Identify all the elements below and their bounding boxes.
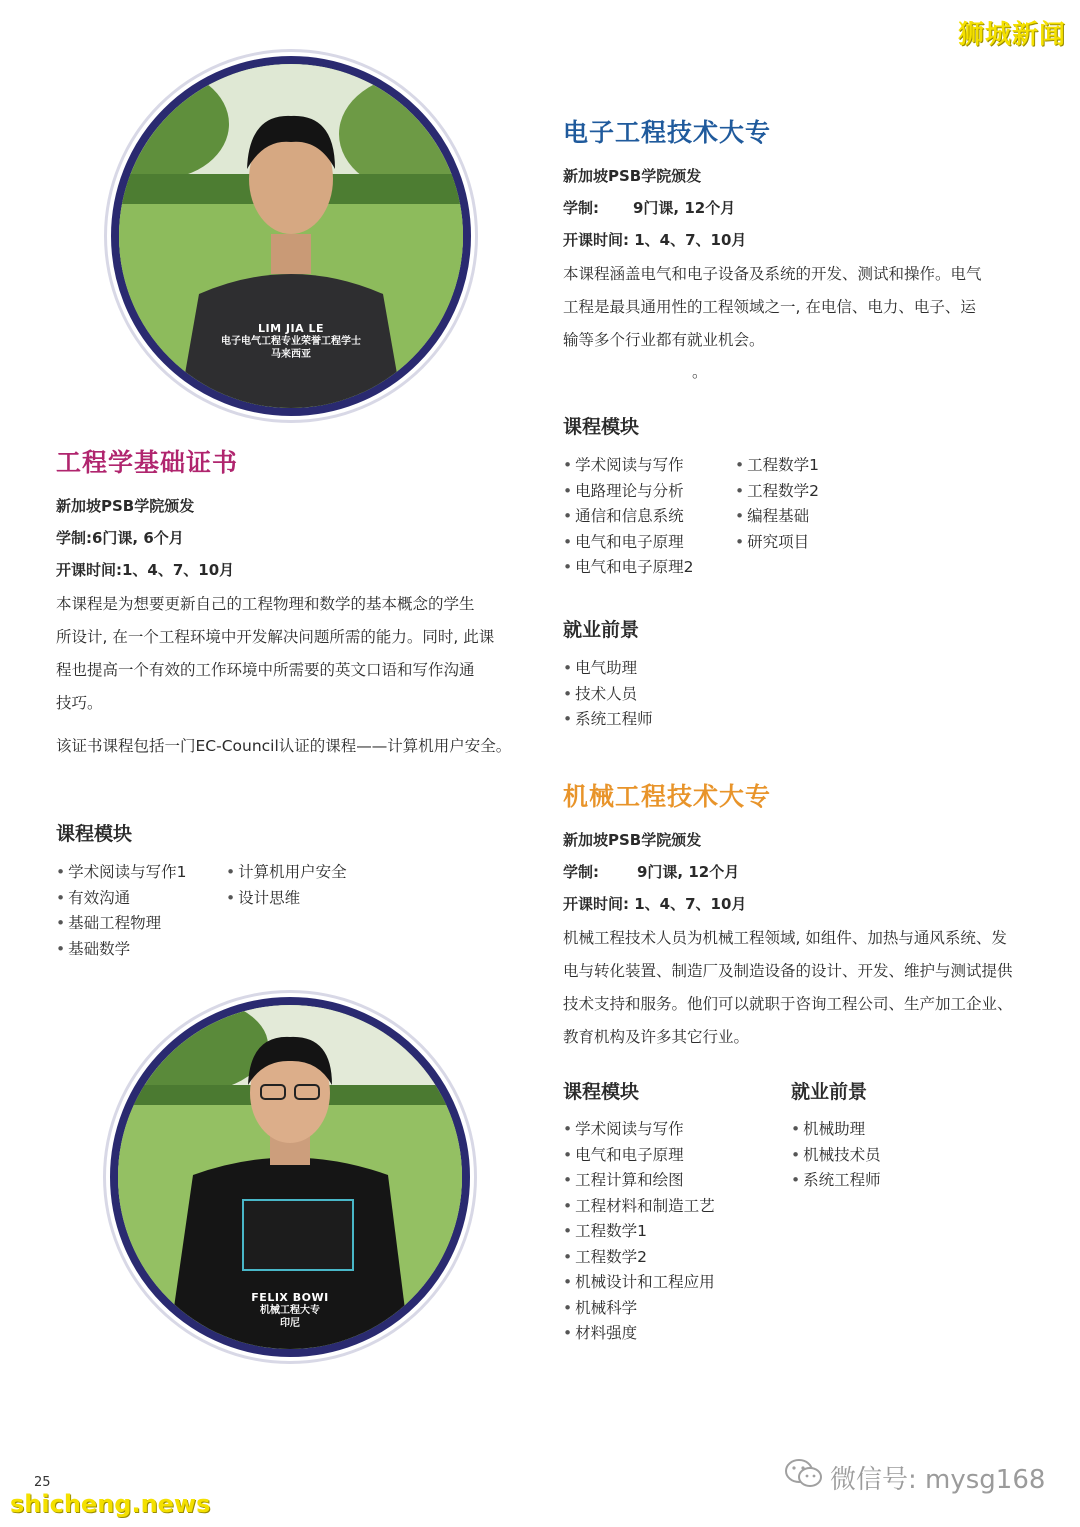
list-item: • 基础数学	[56, 937, 187, 963]
foundation-modules-list-2	[226, 860, 347, 911]
foundation-modules-list-1	[56, 860, 187, 962]
list-item: • 材料强度	[563, 1321, 715, 1347]
student-photo-felix-bowi	[110, 997, 470, 1357]
desc-line: 程也提高一个有效的工作环境中所需要的英文口语和写作沟通	[56, 661, 475, 679]
foundation-issuer: 新加坡PSB学院颁发	[56, 497, 195, 515]
mechanical-meta	[563, 824, 746, 920]
foundation-meta	[56, 490, 234, 586]
list-item: • 系统工程师	[791, 1168, 881, 1194]
list-item: • 学术阅读与写作1	[56, 860, 187, 886]
electronics-description	[563, 258, 1033, 357]
desc-line: 技术支持和服务。他们可以就职于咨询工程公司、生产加工企业、	[563, 995, 1013, 1013]
stray-punctuation: 。	[692, 363, 708, 381]
electronics-intake: 开课时间: 1、4、7、10月	[563, 231, 747, 249]
desc-line: 本课程涵盖电气和电子设备及系统的开发、测试和操作。电气	[563, 265, 982, 283]
foundation-description	[56, 588, 526, 720]
page-number: 25	[34, 1475, 51, 1490]
list-item: • 工程数学1	[563, 1219, 715, 1245]
electronics-issuer: 新加坡PSB学院颁发	[563, 167, 702, 185]
electronics-modules-list-2	[735, 453, 819, 555]
mechanical-duration-label: 学制:	[563, 863, 599, 881]
electronics-modules-list-1	[563, 453, 694, 581]
list-item: • 基础工程物理	[56, 911, 187, 937]
list-item: • 机械助理	[791, 1117, 881, 1143]
desc-line: 电与转化装置、制造厂及制造设备的设计、开发、维护与测试提供	[563, 962, 1013, 980]
desc-line: 工程是最具通用性的工程领域之一, 在电信、电力、电子、运	[563, 298, 976, 316]
list-item: • 机械技术员	[791, 1143, 881, 1169]
watermark-shicheng: 狮城新闻	[957, 20, 1066, 50]
watermark-shicheng-news: shicheng.news	[10, 1490, 211, 1518]
electronics-careers-list	[563, 656, 653, 733]
foundation-duration: 学制:6门课, 6个月	[56, 529, 184, 547]
foundation-note: 该证书课程包括一门EC-Council认证的课程——计算机用户安全。	[56, 737, 512, 755]
mechanical-intake: 开课时间: 1、4、7、10月	[563, 895, 747, 913]
electronics-title: 电子工程技术大专	[563, 118, 772, 147]
mechanical-modules-list	[563, 1117, 715, 1347]
wechat-watermark	[784, 1458, 1045, 1497]
desc-line: 本课程是为想要更新自己的工程物理和数学的基本概念的学生	[56, 595, 475, 613]
list-item: • 电气助理	[563, 656, 653, 682]
list-item: • 工程计算和绘图	[563, 1168, 715, 1194]
list-item: • 研究项目	[735, 530, 819, 556]
student-degree: 电子电气工程专业荣誉工程学士	[221, 336, 361, 347]
student-country: 印尼	[280, 1318, 300, 1329]
student-name: LIM JIA LE	[258, 322, 324, 335]
list-item: • 机械科学	[563, 1296, 715, 1322]
list-item: • 工程数学1	[735, 453, 819, 479]
desc-line: 输等多个行业都有就业机会。	[563, 331, 765, 349]
mechanical-description	[563, 922, 1043, 1054]
mechanical-careers-title: 就业前景	[791, 1081, 868, 1103]
list-item: • 学术阅读与写作	[563, 1117, 715, 1143]
electronics-meta	[563, 160, 746, 256]
list-item: • 电路理论与分析	[563, 479, 694, 505]
list-item: • 技术人员	[563, 682, 653, 708]
mechanical-duration-value: 9门课, 12个月	[637, 863, 740, 881]
foundation-intake: 开课时间:1、4、7、10月	[56, 561, 235, 579]
electronics-duration-value: 9门课, 12个月	[633, 199, 736, 217]
electronics-modules-title: 课程模块	[563, 416, 640, 438]
electronics-careers-title: 就业前景	[563, 619, 640, 641]
list-item: • 机械设计和工程应用	[563, 1270, 715, 1296]
mechanical-title: 机械工程技术大专	[563, 782, 772, 811]
student-country: 马来西亚	[271, 349, 311, 360]
list-item: • 计算机用户安全	[226, 860, 347, 886]
list-item: • 工程数学2	[735, 479, 819, 505]
list-item: • 电气和电子原理2	[563, 555, 694, 581]
student-program: 机械工程大专	[260, 1305, 320, 1316]
desc-line: 所设计, 在一个工程环境中开发解决问题所需的能力。同时, 此课	[56, 628, 495, 646]
list-item: • 工程数学2	[563, 1245, 715, 1271]
list-item: • 学术阅读与写作	[563, 453, 694, 479]
foundation-title: 工程学基础证书	[56, 448, 239, 477]
list-item: • 设计思维	[226, 886, 347, 912]
foundation-modules-title: 课程模块	[56, 823, 133, 845]
list-item: • 电气和电子原理	[563, 1143, 715, 1169]
student-photo-lim-jia-le	[111, 56, 471, 416]
mechanical-issuer: 新加坡PSB学院颁发	[563, 831, 702, 849]
list-item: • 系统工程师	[563, 707, 653, 733]
mechanical-careers-list	[791, 1117, 881, 1194]
desc-line: 技巧。	[56, 694, 103, 712]
desc-line: 教育机构及许多其它行业。	[563, 1028, 750, 1046]
list-item: • 工程材料和制造工艺	[563, 1194, 715, 1220]
wechat-id: 微信号: mysg168	[830, 1465, 1046, 1495]
mechanical-modules-title: 课程模块	[563, 1081, 640, 1103]
wechat-icon	[784, 1458, 824, 1497]
student-name: FELIX BOWI	[251, 1291, 329, 1304]
list-item: • 编程基础	[735, 504, 819, 530]
electronics-duration-label: 学制:	[563, 199, 599, 217]
desc-line: 机械工程技术人员为机械工程领域, 如组件、加热与通风系统、发	[563, 929, 1007, 947]
list-item: • 电气和电子原理	[563, 530, 694, 556]
list-item: • 有效沟通	[56, 886, 187, 912]
list-item: • 通信和信息系统	[563, 504, 694, 530]
